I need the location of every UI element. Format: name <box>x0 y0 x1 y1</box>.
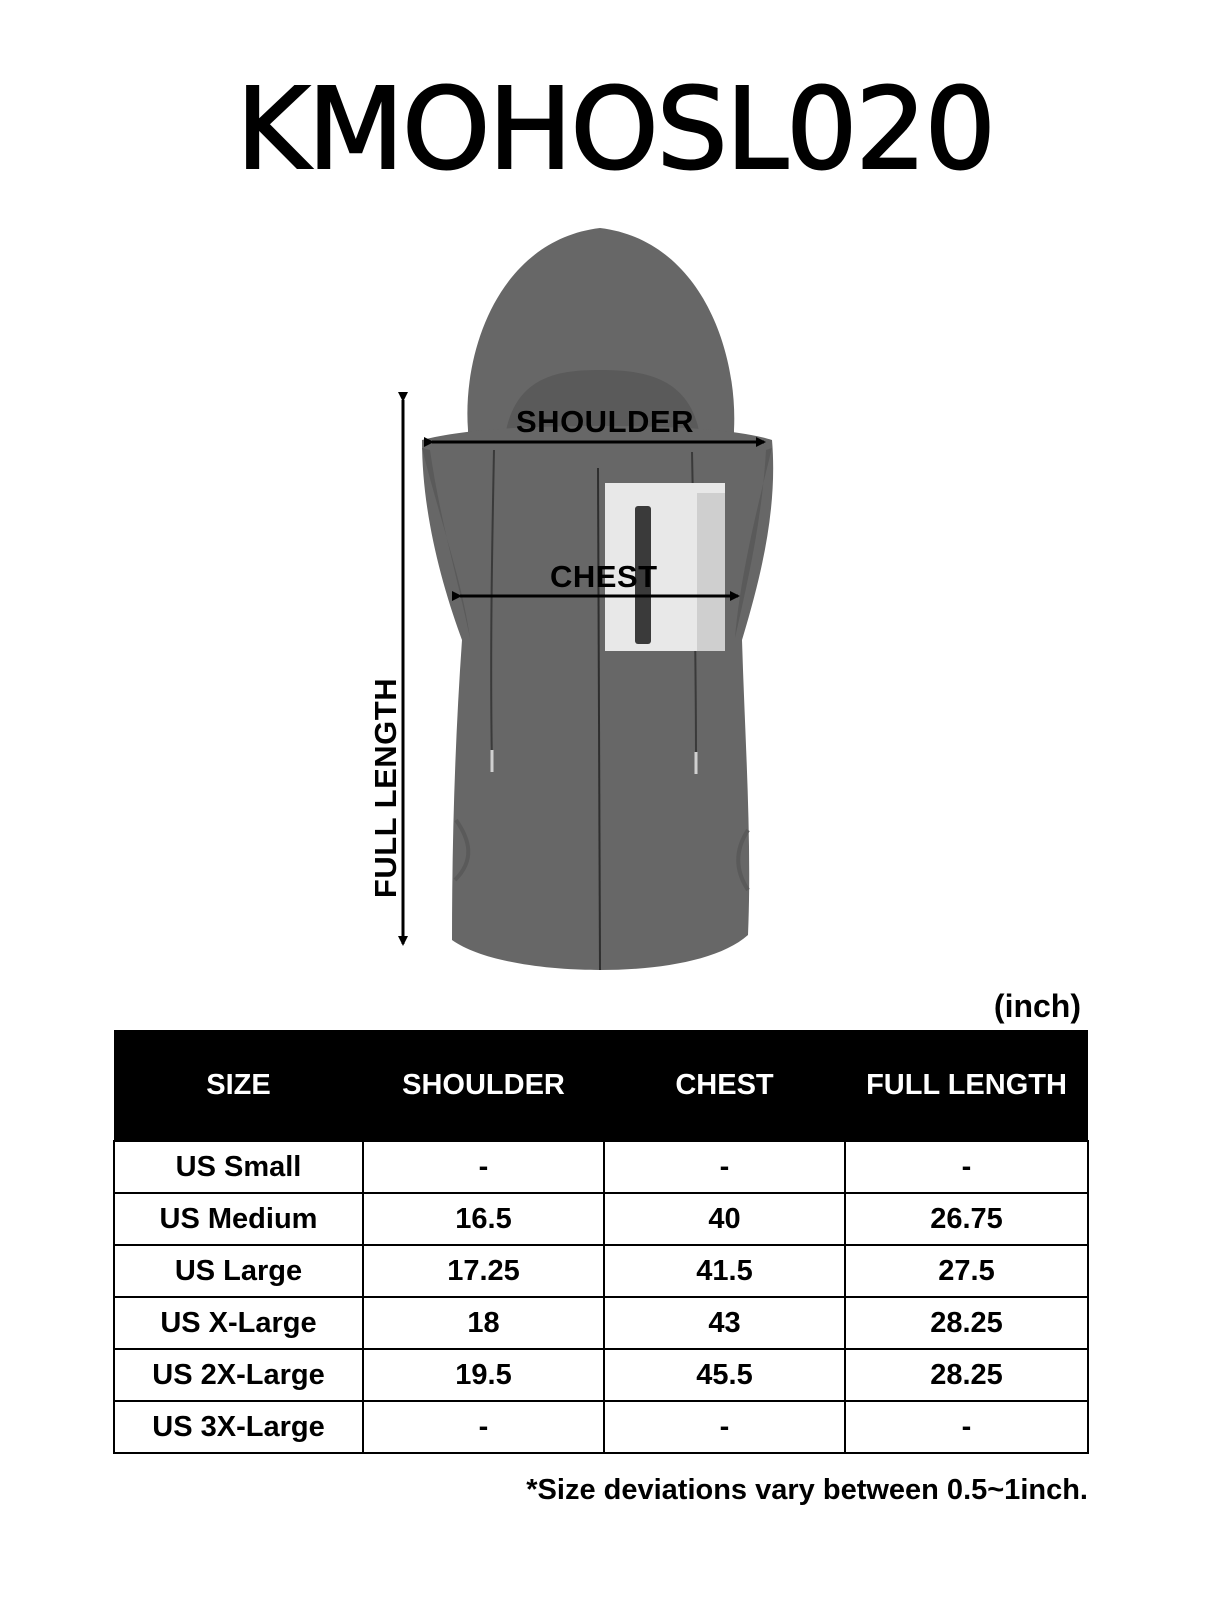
size-cell: US Large <box>114 1245 363 1297</box>
size-cell: US 2X-Large <box>114 1349 363 1401</box>
table-row <box>114 1193 1088 1245</box>
chest-cell: 41.5 <box>604 1245 845 1297</box>
footnote: *Size deviations vary between 0.5~1inch. <box>526 1474 1088 1506</box>
shoulder-cell: 16.5 <box>363 1193 604 1245</box>
table-row <box>114 1297 1088 1349</box>
chest-cell: 43 <box>604 1297 845 1349</box>
size-chart-table <box>113 1030 1089 1454</box>
length-cell: 28.25 <box>845 1297 1088 1349</box>
chest-cell: - <box>604 1401 845 1453</box>
size-cell: US 3X-Large <box>114 1401 363 1453</box>
full-length-label: FULL LENGTH <box>368 677 403 899</box>
header-shoulder: SHOULDER <box>363 1030 604 1141</box>
table-row <box>114 1245 1088 1297</box>
unit-label: (inch) <box>993 988 1081 1024</box>
chest-cell: - <box>604 1141 845 1193</box>
size-cell: US Medium <box>114 1193 363 1245</box>
length-cell: - <box>845 1141 1088 1193</box>
product-code-title: KMOHOSL020 <box>236 65 994 195</box>
shoulder-cell: 19.5 <box>363 1349 604 1401</box>
chest-cell: 40 <box>604 1193 845 1245</box>
chest-label: CHEST <box>550 559 658 594</box>
shoulder-cell: - <box>363 1141 604 1193</box>
header-chest: CHEST <box>604 1030 845 1141</box>
length-cell: 28.25 <box>845 1349 1088 1401</box>
chest-cell: 45.5 <box>604 1349 845 1401</box>
size-cell: US Small <box>114 1141 363 1193</box>
length-cell: 27.5 <box>845 1245 1088 1297</box>
garment-diagram <box>0 200 1230 1000</box>
header-size: SIZE <box>114 1030 363 1141</box>
header-full-length: FULL LENGTH <box>845 1030 1088 1141</box>
size-cell: US X-Large <box>114 1297 363 1349</box>
shoulder-cell: 18 <box>363 1297 604 1349</box>
length-cell: 26.75 <box>845 1193 1088 1245</box>
table-header-row <box>114 1030 1088 1141</box>
hooded-vest-illustration <box>0 200 1230 1000</box>
table-row <box>114 1401 1088 1453</box>
length-cell: - <box>845 1401 1088 1453</box>
table-row <box>114 1141 1088 1193</box>
shoulder-cell: 17.25 <box>363 1245 604 1297</box>
shoulder-cell: - <box>363 1401 604 1453</box>
shoulder-label: SHOULDER <box>516 404 694 439</box>
table-row <box>114 1349 1088 1401</box>
